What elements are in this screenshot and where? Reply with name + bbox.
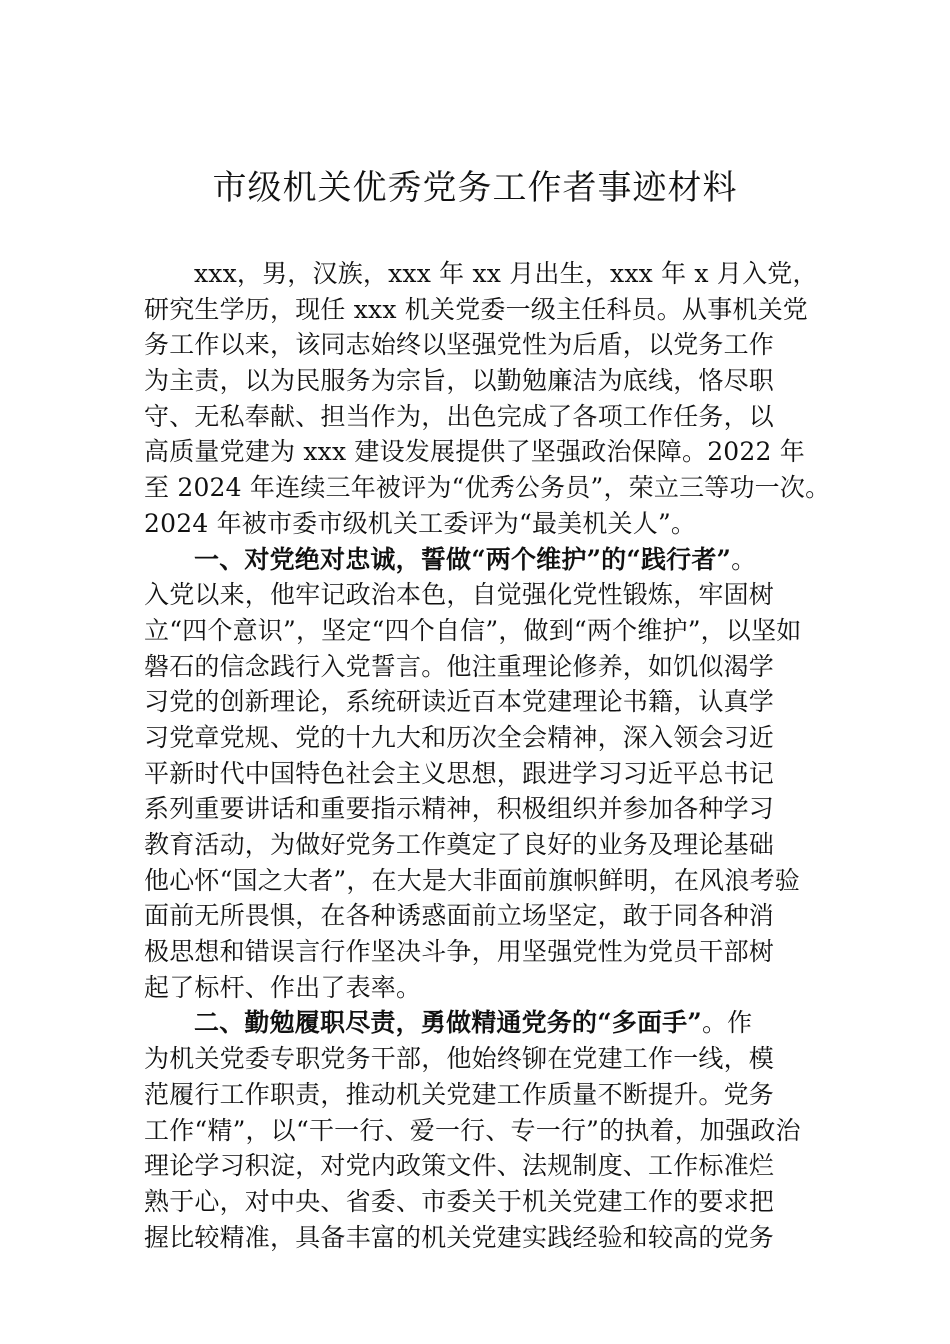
text-line <box>144 542 834 578</box>
line-text: 平新时代中国特色社会主义思想，跟进学习习近平总书记 <box>144 758 775 788</box>
text-line <box>144 791 834 827</box>
line-text: 习党章党规、党的十九大和历次全会精神，深入领会习近 <box>144 722 775 752</box>
line-text: 磐石的信念践行入党誓言。他注重理论修养，如饥似渴学 <box>144 651 775 681</box>
line-text: xxx，男，汉族，xxx 年 xx 月出生，xxx 年 x 月入党， <box>194 259 818 288</box>
line-text: 理论学习积淀，对党内政策文件、法规制度、工作标准烂 <box>144 1151 775 1181</box>
line-text: 。作 <box>701 1008 753 1038</box>
text-line <box>144 934 834 970</box>
text-line <box>144 470 834 506</box>
line-text: 高质量党建为 xxx 建设发展提供了坚强政治保障。2022 年 <box>144 437 805 467</box>
line-text: 研究生学历，现任 xxx 机关党委一级主任科员。从事机关党 <box>144 294 808 324</box>
text-line <box>144 1148 834 1184</box>
text-line <box>144 1005 834 1041</box>
text-line <box>144 863 834 899</box>
line-text: 教育活动，为做好党务工作奠定了良好的业务及理论基础 <box>144 830 775 859</box>
line-text: 面前无所畏惧，在各种诱惑面前立场坚定，敢于同各种消 <box>144 901 775 931</box>
line-text: 熟于心，对中央、省委、市委关于机关党建工作的要求把 <box>144 1186 775 1216</box>
section-heading-2: 二、勤勉履职尽责，勇做精通党务的“多面手” <box>194 1008 702 1038</box>
line-text: 极思想和错误言行作坚决斗争，用坚强党性为党员干部树 <box>144 937 775 967</box>
text-line <box>144 506 834 542</box>
line-text: 至 2024 年连续三年被评为“优秀公务员”，荣立三等功一次。 <box>144 473 831 503</box>
text-line <box>144 1184 834 1220</box>
line-text: 守、无私奉献、担当作为，出色完成了各项工作任务，以 <box>144 401 775 431</box>
document-body <box>144 256 834 1255</box>
line-text: 工作“精”，以“干一行、爱一行、专一行”的执着，加强政治 <box>144 1115 801 1145</box>
line-text: 立“四个意识”，坚定“四个自信”，做到“两个维护”，以坚如 <box>144 615 802 645</box>
line-text: 为主责，以为民服务为宗旨，以勤勉廉洁为底线，恪尽职 <box>144 366 775 396</box>
line-text: 务工作以来，该同志始终以坚强党性为后盾，以党务工作 <box>144 330 775 360</box>
line-text: 握比较精准，具备丰富的机关党建实践经验和较高的党务 <box>144 1222 775 1252</box>
line-text: 入党以来，他牢记政治本色，自觉强化党性锻炼，牢固树 <box>144 580 775 610</box>
text-line <box>144 613 834 649</box>
text-line <box>144 1077 834 1113</box>
text-line <box>144 1113 834 1149</box>
text-line <box>144 256 834 292</box>
text-line <box>144 756 834 792</box>
line-text: 。 <box>731 544 757 574</box>
text-line <box>144 649 834 685</box>
text-line <box>144 970 834 1006</box>
text-line <box>144 1041 834 1077</box>
line-text: 习党的创新理论，系统研读近百本党建理论书籍，认真学 <box>144 687 775 717</box>
text-line <box>144 434 834 470</box>
line-text: 2024 年被市委市级机关工委评为“最美机关人”。 <box>144 508 697 538</box>
line-text: 范履行工作职责，推动机关党建工作质量不断提升。党务 <box>144 1079 775 1109</box>
text-line <box>144 827 834 863</box>
text-line <box>144 684 834 720</box>
line-text: 系列重要讲话和重要指示精神，积极组织并参加各种学习 <box>144 794 775 824</box>
text-line <box>144 292 834 328</box>
text-line <box>144 1220 834 1256</box>
text-line <box>144 720 834 756</box>
text-line <box>144 898 834 934</box>
line-text: 为机关党委专职党务干部，他始终铆在党建工作一线，模 <box>144 1044 775 1074</box>
text-line <box>144 363 834 399</box>
line-text: 起了标杆、作出了表率。 <box>144 972 422 1002</box>
text-line <box>144 577 834 613</box>
document-title: 市级机关优秀党务工作者事迹材料 <box>212 168 738 208</box>
text-line <box>144 399 834 435</box>
line-text: 他心怀“国之大者”，在大是大非面前旗帜鲜明，在风浪考验 <box>144 865 800 895</box>
section-heading-1: 一、对党绝对忠诚，誓做“两个维护”的“践行者” <box>194 544 732 574</box>
text-line <box>144 327 834 363</box>
